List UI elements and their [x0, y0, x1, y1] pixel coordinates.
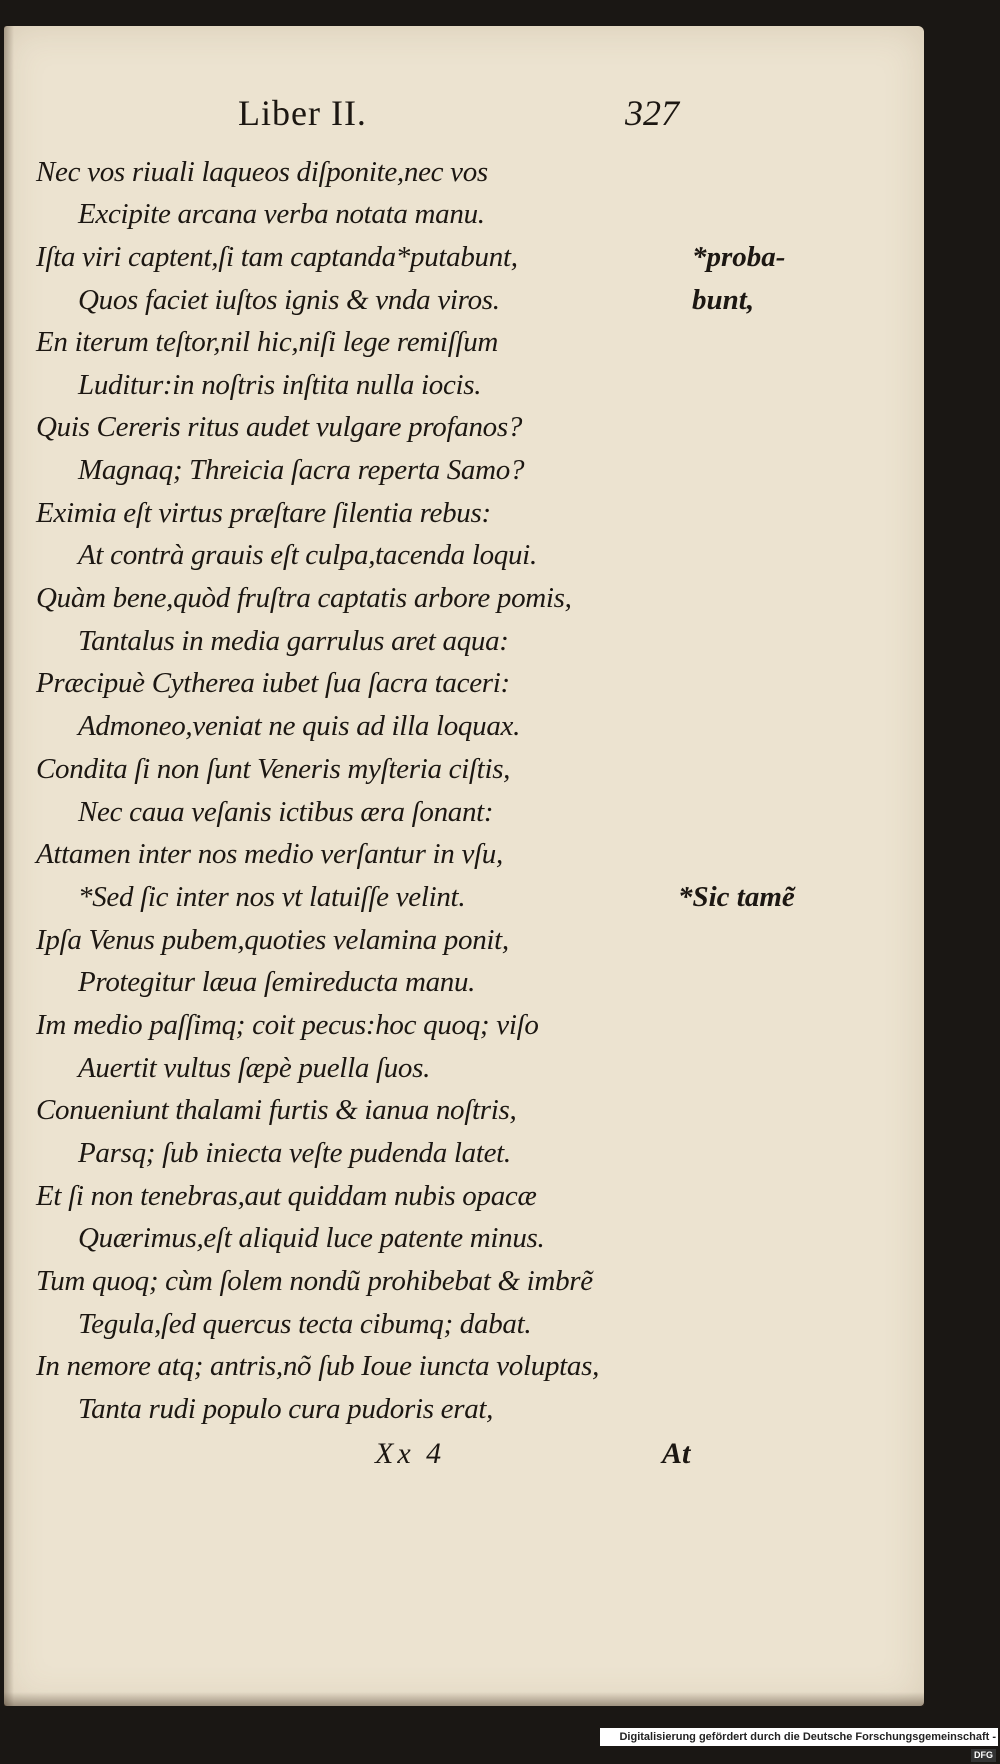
verse-line: Tegula,ſed quercus tecta cibumq; dabat.	[78, 1308, 532, 1340]
verse-line: Tum quoq; cùm ſolem nondũ prohibebat & imbrẽ	[36, 1265, 593, 1297]
verse-line: Ipſa Venus pubem,quoties velamina ponit,	[36, 924, 509, 956]
verse-line: In nemore atq; antris,nõ ſub Ioue iuncta voluptas,	[36, 1350, 600, 1382]
verse-line: At contrà grauis eſt culpa,tacenda loqui.	[78, 539, 537, 571]
verse-line: Quis Cereris ritus audet vulgare profanos?	[36, 411, 523, 443]
verse-line: Conueniunt thalami furtis & ianua noſtris,	[36, 1094, 517, 1126]
verse-line: Nec vos riuali laqueos diſponite,nec vos	[36, 156, 488, 188]
verse-line: Iſta viri captent,ſi tam captanda*putabunt,	[36, 241, 518, 273]
verse-line: Tanta rudi populo cura pudoris erat,	[78, 1393, 494, 1425]
margin-note: *Sic tamẽ	[678, 881, 795, 913]
verse-line: Attamen inter nos medio verſantur in vſu,	[36, 838, 503, 870]
verse-line: Parsq; ſub iniecta veſte pudenda latet.	[78, 1137, 511, 1169]
verse-line: Admoneo,veniat ne quis ad illa loquax.	[78, 710, 521, 742]
verse-line: Condita ſi non ſunt Veneris myſteria ciſtis,	[36, 753, 511, 785]
verse-line: Protegitur læua ſemireducta manu.	[78, 966, 476, 998]
verse-line: En iterum teſtor,nil hic,niſi lege remiſſum	[36, 326, 499, 358]
digitization-credit-text: Digitalisierung gefördert durch die Deutsche Forschungsgemeinschaft -	[619, 1731, 996, 1743]
verse-line: Et ſi non tenebras,aut quiddam nubis opacæ	[36, 1180, 537, 1212]
page-gutter-shadow	[4, 26, 14, 1706]
verse-line: Luditur:in noſtris inſtita nulla iocis.	[78, 369, 482, 401]
verse-line: Excipite arcana verba notata manu.	[78, 198, 485, 230]
verse-line: Tantalus in media garrulus aret aqua:	[78, 625, 509, 657]
verse-line: Auertit vultus ſæpè puella ſuos.	[78, 1052, 431, 1084]
verse-line: *Sed ſic inter nos vt latuiſſe velint.	[78, 881, 466, 913]
verse-line: Quàm bene,quòd fruſtra captatis arbore pomis,	[36, 582, 572, 614]
verse-line: Magnaq; Threicia ſacra reperta Samo?	[78, 454, 525, 486]
verse-line: Eximia eſt virtus præſtare ſilentia rebus:	[36, 497, 491, 529]
margin-note: *proba-	[692, 241, 786, 273]
dfg-logo: DFG	[971, 1749, 996, 1762]
signature-mark: Xx 4	[375, 1437, 446, 1470]
verse-line: Nec caua veſanis ictibus æra ſonant:	[78, 796, 494, 828]
verse-line: Præcipuè Cytherea iubet ſua ſacra taceri:	[36, 667, 510, 699]
verse-line: Im medio paſſimq; coit pecus:hoc quoq; viſo	[36, 1009, 539, 1041]
page-number: 327	[625, 93, 679, 133]
running-head: Liber II.	[238, 93, 367, 133]
verse-line: Quærimus,eſt aliquid luce patente minus.	[78, 1222, 545, 1254]
verse-line: Quos faciet iuſtos ignis & vnda viros.	[78, 284, 500, 316]
catchword: At	[662, 1437, 691, 1470]
digitization-credit	[600, 1728, 998, 1760]
margin-note: bunt,	[692, 284, 755, 316]
page-bottom-shadow	[4, 1692, 924, 1706]
